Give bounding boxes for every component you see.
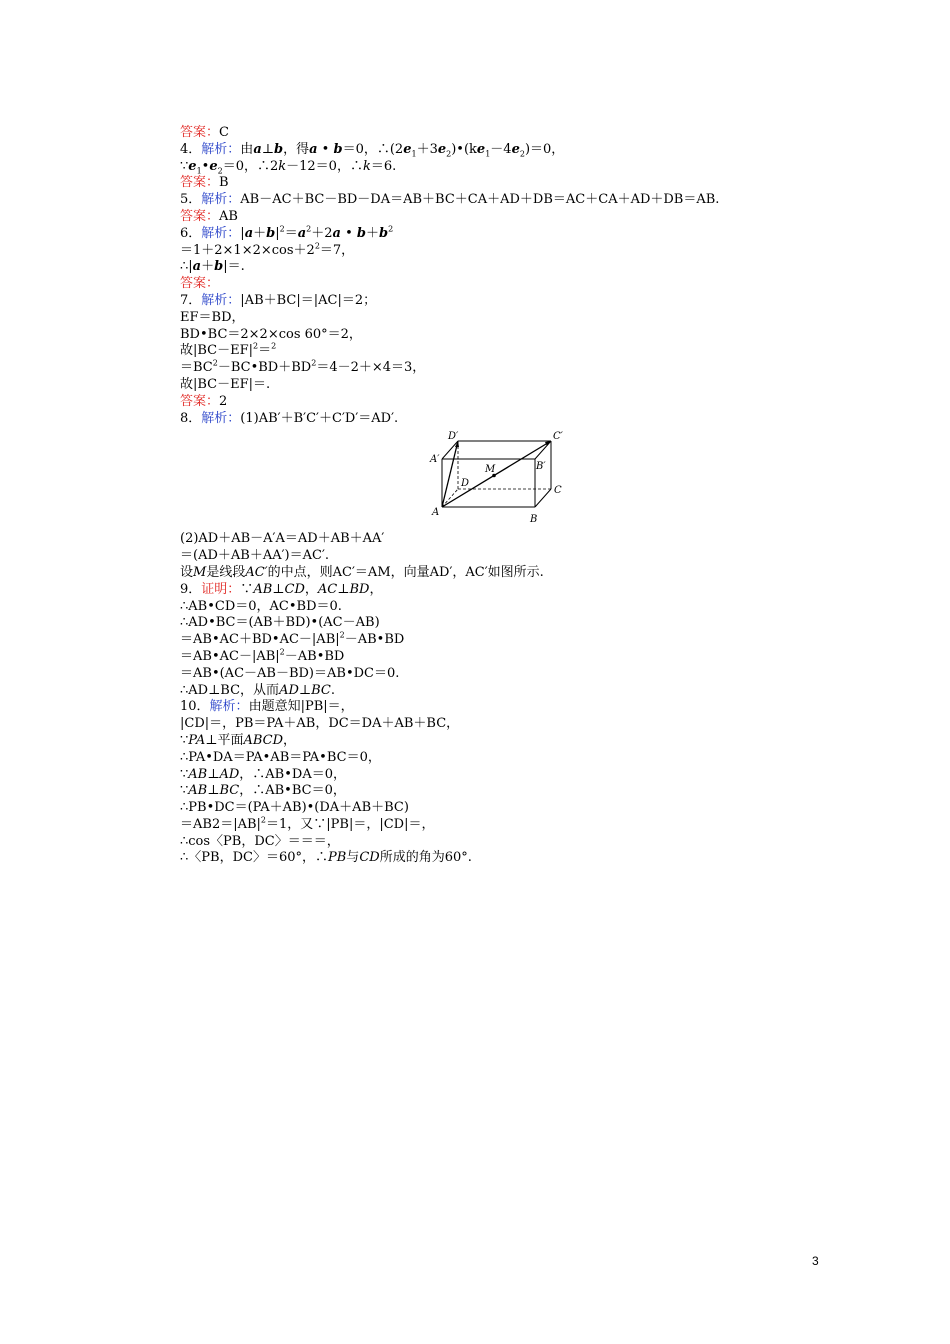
solution-line: ∴PA•DA＝PA•AB＝PA•BC＝0，	[180, 749, 381, 765]
page-number: 3	[812, 1254, 819, 1268]
solution-line: 故$|BC-EF|^2=^2$	[180, 342, 277, 359]
answer-label: 答案：	[180, 393, 220, 409]
solution-line: $=AB2=|AB|^2=1$，又∵|PB|＝，|CD|＝，	[180, 815, 435, 832]
label-m: M	[485, 464, 496, 476]
analysis-label: 解析：	[209, 699, 249, 715]
answer-content	[180, 125, 780, 867]
solution-line: |CD|＝，PB＝PA＋AB，DC＝DA＋AB＋BC，	[180, 716, 460, 732]
solution-line: ∴PB•DC＝(PA＋AB)•(DA＋AB＋BC)	[180, 800, 409, 816]
label-d: D	[461, 478, 470, 490]
solution-line: $=AB•AC-|AB|^2-AB•BD$	[180, 647, 345, 664]
answer-line: 答案：C	[180, 125, 229, 140]
answer-line: 答案：2	[180, 393, 228, 409]
solution-line: ＝(AD＋AB＋AA′)＝AC′.	[180, 548, 330, 564]
solution-4-line: 4．解析：由a⊥b，得a • b＝0，$\therefore(2e_1+3e_2)•(ke_1-4e_2)=0$，	[180, 141, 565, 159]
solution-line: ∴cos〈PB，DC〉＝＝＝，	[180, 833, 340, 849]
solution-5-line: 5．解析：AB－AC＋BC－BD－DA＝AB＋BC＋CA＋AD＋DB＝AC＋CA＋AD＋DB＝AB.	[180, 192, 720, 208]
solution-7-line: 7．解析：|AB＋BC|＝|AC|＝2；	[180, 292, 377, 308]
solution-line: ∵AB⊥AD，∴AB•DA＝0，	[180, 766, 346, 782]
analysis-label: 解析：	[201, 410, 241, 426]
label-cp: C′	[553, 431, 563, 443]
solution-line: ∴|a＋b|＝.	[180, 259, 245, 275]
solution-6-line: 6．解析：$|a+b|^2=a^2+2a$ • $b+b^2$	[180, 224, 394, 241]
solution-line: ∴〈PB，DC〉＝60°，∴PB与CD所成的角为60°.	[180, 850, 472, 866]
answer-label: 答案：	[180, 276, 220, 292]
prism-figure	[180, 427, 780, 531]
label-ap: A′	[430, 454, 440, 466]
label-c: C	[554, 485, 562, 497]
solution-line: BD•BC＝2×2×cos 60°＝2，	[180, 326, 362, 342]
solution-line: 故|BC－EF|＝.	[180, 376, 271, 392]
solution-line: ∴AB•CD＝0，AC•BD＝0.	[180, 598, 342, 614]
vector-ad-prime	[442, 441, 458, 507]
label-bp: B′	[536, 461, 546, 473]
solution-line: ∵AB⊥BC，∴AB•BC＝0，	[180, 783, 346, 799]
solution-line: $=BC^2-BC•BD+BD^2=4-2+\times 4=3$，	[180, 358, 426, 376]
solution-line: EF＝BD，	[180, 309, 245, 325]
solution-line: $=AB•AC+BD•AC-|AB|^2-AB•BD$	[180, 630, 405, 648]
analysis-label: 解析：	[201, 292, 241, 308]
label-a: A	[432, 507, 440, 519]
solution-line: (2)AD＋AB－A′A＝AD＋AB＋AA′	[180, 531, 385, 547]
answer-line: 答案：B	[180, 175, 229, 191]
answer-label: 答案：	[180, 175, 220, 191]
solution-line: ＝AB•(AC－AB－BD)＝AB•DC＝0.	[180, 665, 400, 681]
answer-label: 答案：	[180, 208, 220, 224]
analysis-label: 解析：	[201, 141, 241, 157]
arrowhead-icon	[545, 441, 551, 446]
analysis-label: 解析：	[201, 192, 241, 208]
solution-line: $\because e_1•e_2=0$，∴2k－12＝0，∴k＝6.	[180, 158, 397, 176]
answer-label: 答案：	[180, 125, 220, 140]
solution-line: ∴AD⊥BC，从而AD⊥BC.	[180, 682, 335, 698]
label-dp: D′	[448, 431, 459, 443]
answer-line	[180, 276, 780, 293]
proof-9-line: 9．证明：∵AB⊥CD，AC⊥BD，	[180, 581, 383, 597]
solution-line: ∵PA⊥平面ABCD，	[180, 732, 297, 748]
prism-diagram	[428, 429, 568, 529]
solution-line: $=1+2\times 1\times 2\times\cos+2^2=7$，	[180, 241, 355, 258]
proof-label: 证明：	[201, 581, 241, 597]
solution-10-line: 10．解析：由题意知|PB|＝，	[180, 699, 354, 715]
edge-b-c	[535, 489, 551, 507]
label-b: B	[530, 514, 538, 526]
solution-line: 设M是线段AC′的中点，则AC′＝AM，向量AD′，AC′如图所示.	[180, 564, 544, 580]
solution-8-line: 8．解析：(1)AB′＋B′C′＋C′D′＝AD′.	[180, 410, 399, 426]
solution-line: ∴AD•BC＝(AB＋BD)•(AC－AB)	[180, 615, 380, 631]
analysis-label: 解析：	[201, 225, 241, 241]
answer-line: 答案：AB	[180, 208, 238, 224]
